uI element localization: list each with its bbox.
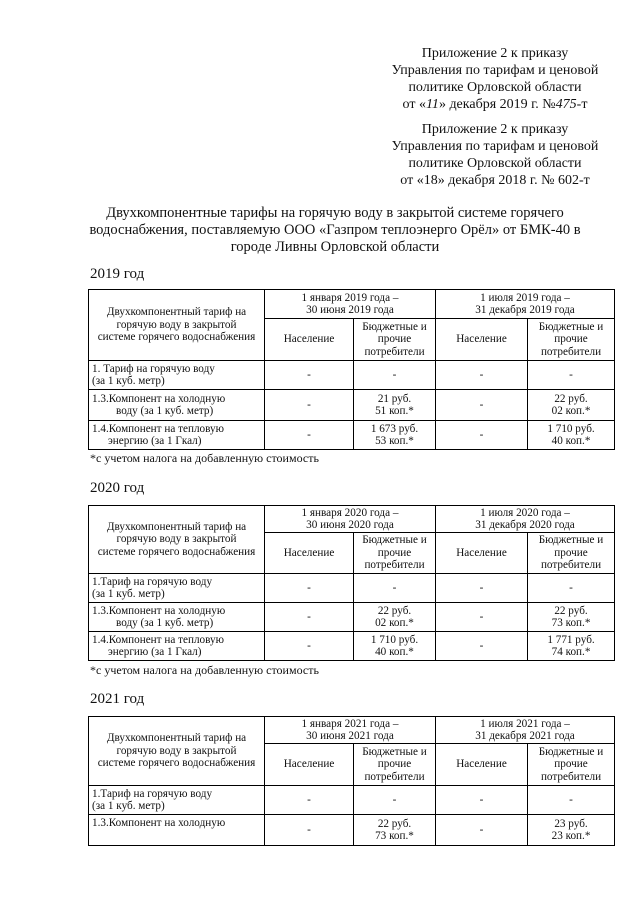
appendix-header-2019 (360, 45, 630, 113)
vat-footnote: *с учетом налога на добавленную стоимость (90, 663, 319, 677)
cell: - (265, 786, 354, 815)
cell: - (436, 390, 528, 421)
budget-header: Бюджетные и прочие потребители (528, 319, 615, 361)
table-row (89, 786, 615, 815)
cell: - (354, 786, 436, 815)
header-date-line: от «11» декабря 2019 г. №475-т (402, 97, 588, 112)
header-line: Приложение 2 к приказу (421, 122, 569, 137)
row-label: 1.4.Компонент на тепловую энергию (за 1 Гкал) (89, 632, 265, 661)
cell: 1 710 руб. 40 коп.* (354, 632, 436, 661)
cell: - (354, 361, 436, 390)
table-row (89, 390, 615, 421)
budget-header: Бюджетные и прочие потребители (528, 744, 615, 786)
population-header: Население (436, 744, 528, 786)
cell: 22 руб. 73 коп.* (528, 603, 615, 632)
cell: - (265, 574, 354, 603)
cell: - (265, 603, 354, 632)
appendix-header-2018 (360, 121, 630, 189)
cell: 22 руб. 73 коп.* (354, 815, 436, 846)
period-header: 1 июля 2020 года – 31 декабря 2020 года (436, 506, 615, 533)
cell: - (436, 815, 528, 846)
row-label: 1.4.Компонент на тепловую энергию (за 1 Гкал) (89, 421, 265, 450)
cell: - (354, 574, 436, 603)
tariff-table-2019 (88, 289, 615, 450)
population-header: Население (265, 744, 354, 786)
period-header: 1 июля 2021 года – 31 декабря 2021 года (436, 717, 615, 744)
cell: - (528, 361, 615, 390)
population-header: Население (265, 319, 354, 361)
cell: 1 710 руб. 40 коп.* (528, 421, 615, 450)
row-label: 1.Тариф на горячую воду (за 1 куб. метр) (89, 786, 265, 815)
year-heading: 2021 год (90, 691, 145, 707)
cell: - (436, 361, 528, 390)
row-label: 1.3.Компонент на холодную воду (за 1 куб. метр) (89, 390, 265, 421)
cell: - (265, 815, 354, 846)
cell: - (436, 574, 528, 603)
vat-footnote: *с учетом налога на добавленную стоимость (90, 451, 319, 465)
header-line: политике Орловской области (408, 80, 582, 95)
handwritten-number: 475 (555, 97, 577, 112)
row-label: 1.3.Компонент на холодную (89, 815, 265, 846)
row-label: 1. Тариф на горячую воду (за 1 куб. метр) (89, 361, 265, 390)
cell: 22 руб. 02 коп.* (528, 390, 615, 421)
table-row (89, 632, 615, 661)
cell: 23 руб. 23 коп.* (528, 815, 615, 846)
cell: - (265, 361, 354, 390)
tariff-table-2021 (88, 716, 615, 846)
budget-header: Бюджетные и прочие потребители (354, 319, 436, 361)
year-heading: 2020 год (90, 480, 145, 496)
cell: - (436, 421, 528, 450)
population-header: Население (265, 533, 354, 574)
cell: - (436, 603, 528, 632)
table-row (89, 574, 615, 603)
cell: 21 руб. 51 коп.* (354, 390, 436, 421)
header-line: Управления по тарифам и ценовой (391, 139, 599, 154)
header-line: Управления по тарифам и ценовой (391, 63, 599, 78)
population-header: Население (436, 533, 528, 574)
corner-header: Двухкомпонентный тариф на горячую воду в закрытой системе горячего водоснабжения (89, 717, 265, 786)
cell: 1 673 руб. 53 коп.* (354, 421, 436, 450)
period-header: 1 января 2021 года – 30 июня 2021 года (265, 717, 436, 744)
header-line: от «18» декабря 2018 г. № 602-т (400, 173, 590, 188)
tariff-table-2020 (88, 505, 615, 661)
budget-header: Бюджетные и прочие потребители (354, 744, 436, 786)
cell: 22 руб. 02 коп.* (354, 603, 436, 632)
cell: - (528, 574, 615, 603)
row-label: 1.3.Компонент на холодную воду (за 1 куб. метр) (89, 603, 265, 632)
year-heading: 2019 год (90, 266, 145, 282)
row-label: 1.Тариф на горячую воду (за 1 куб. метр) (89, 574, 265, 603)
handwritten-day: 11 (425, 97, 439, 112)
header-line: Приложение 2 к приказу (421, 46, 569, 61)
cell: 1 771 руб. 74 коп.* (528, 632, 615, 661)
cell: - (436, 632, 528, 661)
period-header: 1 января 2020 года – 30 июня 2020 года (265, 506, 436, 533)
table-row (89, 815, 615, 846)
document-title: Двухкомпонентные тарифы на горячую воду в закрытой системе горячего водоснабжения, поставляемую ООО «Газпром теплоэнерго Орёл» от БМК-40 в городе Ливны Орловской области (89, 205, 581, 255)
corner-header: Двухкомпонентный тариф на горячую воду в закрытой системе горячего водоснабжения (89, 290, 265, 361)
table-row (89, 603, 615, 632)
corner-header: Двухкомпонентный тариф на горячую воду в закрытой системе горячего водоснабжения (89, 506, 265, 574)
table-row (89, 421, 615, 450)
period-header: 1 января 2019 года – 30 июня 2019 года (265, 290, 436, 319)
budget-header: Бюджетные и прочие потребители (354, 533, 436, 574)
cell: - (265, 632, 354, 661)
cell: - (436, 786, 528, 815)
period-header: 1 июля 2019 года – 31 декабря 2019 года (436, 290, 615, 319)
population-header: Население (436, 319, 528, 361)
cell: - (528, 786, 615, 815)
cell: - (265, 390, 354, 421)
cell: - (265, 421, 354, 450)
table-row (89, 361, 615, 390)
budget-header: Бюджетные и прочие потребители (528, 533, 615, 574)
header-line: политике Орловской области (408, 156, 582, 171)
